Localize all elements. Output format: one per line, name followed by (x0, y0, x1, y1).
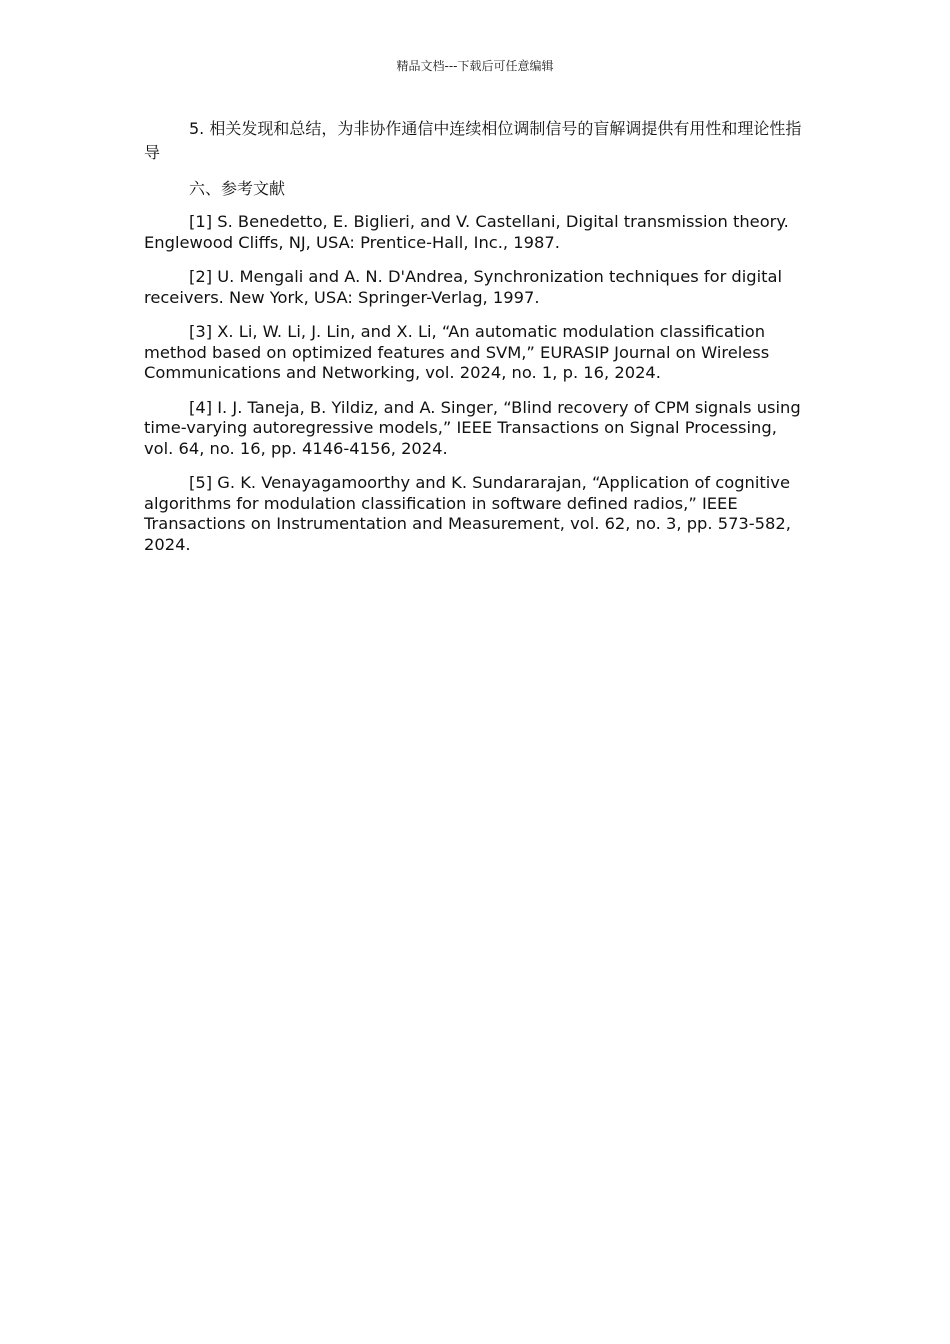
body-text (144, 117, 806, 569)
reference-4: [4] I. J. Taneja, B. Yildiz, and A. Singer, “Blind recovery of CPM signals using time-varying autoregressive models,” IEEE Transactions on Signal Processing, vol. 64, no. 16, pp. 4146-4156, 2024. (144, 397, 801, 458)
section-heading-references: 六、参考文献 (189, 179, 286, 198)
reference-5: [5] G. K. Venayagamoorthy and K. Sundararajan, “Application of cognitive algorithms for modulation classification in software defined radios,” IEEE Transactions on Instrumentation and Measurement, vol. 62, no. 3, pp. 573-582, 2024. (144, 473, 791, 554)
reference-3: [3] X. Li, W. Li, J. Lin, and X. Li, “An automatic modulation classification method based on optimized features and SVM,” EURASIP Journal on Wireless Communications and Networking, vol. 2024, no. 1, p. 16, 2024. (144, 322, 770, 382)
page-header: 精品文档---下载后可任意编辑 (396, 59, 554, 73)
reference-2: [2] U. Mengali and A. N. D'Andrea, Synchronization techniques for digital receivers. New York, USA: Springer-Verlag, 1997. (144, 267, 783, 307)
conclusion-item-5: 5. 相关发现和总结，为非协作通信中连续相位调制信号的盲解调提供有用性和理论性指导 (144, 119, 802, 162)
reference-1: [1] S. Benedetto, E. Biglieri, and V. Castellani, Digital transmission theory. Englewood Cliffs, NJ, USA: Prentice-Hall, Inc., 1987. (144, 212, 789, 252)
